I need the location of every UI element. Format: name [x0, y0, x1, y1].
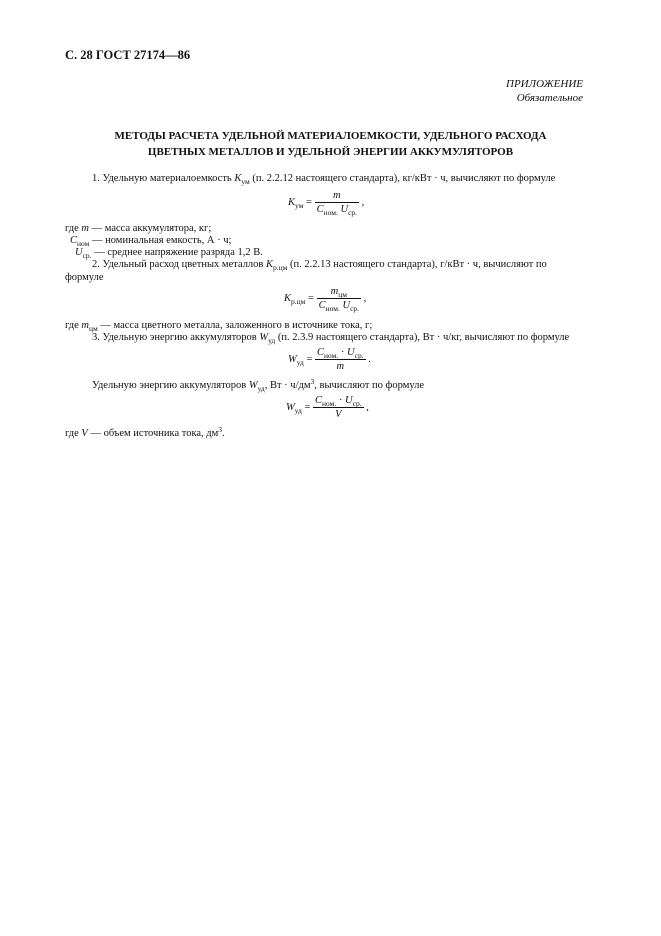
where-u-line: $U_{ср.}$ — среднее напряжение разряда 1,2 В.: [75, 247, 263, 260]
section3-intro: 3. Удельную энергию аккумуляторов $W_{уд}$ (п. 2.3.9 настоящего стандарта), Вт · ч/кг, вычисляют по формуле: [92, 332, 570, 345]
where-c-line: $C_{ном}$ — номинальная емкость, А · ч;: [70, 235, 232, 248]
formula-material-intensity: $K_{ум}$ = $\frac{m}{C_{ном.} U_{ср.}}$ ,: [288, 190, 365, 217]
appendix-label: ПРИЛОЖЕНИЕ: [506, 78, 583, 90]
appendix-block: [506, 77, 583, 105]
page-header: С. 28 ГОСТ 27174—86: [65, 48, 191, 62]
doc-title-line-1: МЕТОДЫ РАСЧЕТА УДЕЛЬНОЙ МАТЕРИАЛОЕМКОСТИ, УДЕЛЬНОГО РАСХОДА: [114, 130, 547, 142]
formula-specific-energy-volume: $W_{уд}$ = $\frac{C_{ном.} \cdot U_{ср.}}{V}$ ,: [286, 395, 369, 420]
where-v-line: где V — объем источника тока, $дм^3$.: [65, 425, 225, 439]
section2-intro: 2. Удельный расход цветных металлов $K_{р.цм}$ (п. 2.2.13 настоящего стандарта), г/кВт · ч, вычисляют по: [92, 259, 547, 272]
section1-intro: 1. Удельную материалоемкость $K_{ум}$ (п. 2.2.12 настоящего стандарта), кг/кВт · ч, вычисляют по формуле: [92, 173, 556, 186]
formula-nonferrous-consumption: $K_{р.цм}$ = $\frac{m_{цм}}{C_{ном.} U_{ср.}}$ ,: [284, 286, 367, 313]
appendix-status: Обязательное: [516, 92, 583, 104]
where-mcm-line: где $m_{цм}$ — масса цветного металла, заложенного в источнике тока, г;: [65, 320, 373, 333]
doc-title-line-2: ЦВЕТНЫХ МЕТАЛЛОВ И УДЕЛЬНОЙ ЭНЕРГИИ АККУМУЛЯТОРОВ: [147, 146, 514, 158]
where-m-line: где m — масса аккумулятора, кг;: [65, 223, 212, 234]
section3-volume-intro: Удельную энергию аккумуляторов $W_{уд}$, Вт · $ч/дм^3$, вычисляют по формуле: [92, 377, 425, 393]
section2-intro-cont: формуле: [65, 272, 104, 283]
formula-specific-energy-mass: $W_{уд}$ = $\frac{C_{ном.} \cdot U_{ср.}}{m}$ .: [288, 347, 371, 372]
